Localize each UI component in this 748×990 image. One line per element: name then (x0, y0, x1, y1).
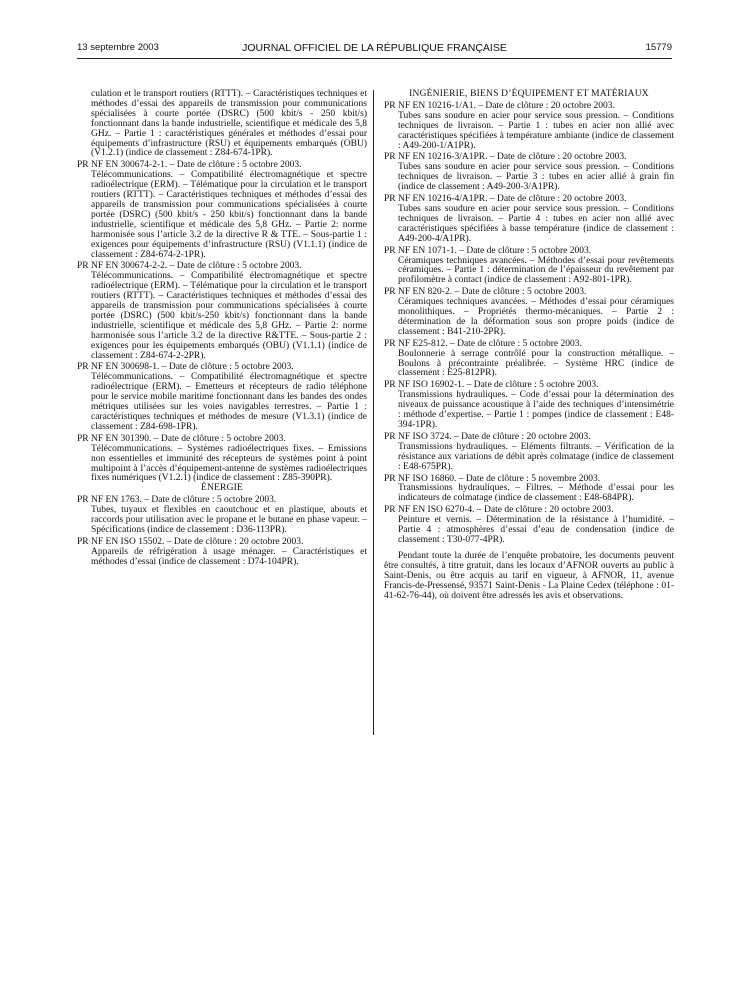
entry-description: Transmissions hydrauliques. – Eléments filtrants. – Vérification de la résistance aux variations de débit après colmatage (indice de classement : E48-675PR). (398, 441, 674, 472)
entry-description: Céramiques techniques avancées. – Méthodes d’essai pour céramiques monolithiques. – Propriétés thermo-mécaniques. – Partie 2 : détermination de la déformation sous son propre poids (indice de classement : B41-210-2PR). (398, 297, 674, 337)
entry-reference: PR NF EN 300674-2-1. – Date de clôture : 5 octobre 2003. (77, 160, 302, 171)
journal-title: JOURNAL OFFICIEL DE LA RÉPUBLIQUE FRANÇAISE (242, 42, 507, 54)
entry-description: Transmissions hydrauliques. – Code d’essai pour la détermination des niveaux de puissance acoustique à l’aide des techniques d’intensimétrie : méthode d’expertise. – Partie 1 : pompes (indice de classement : E48-394-1PR). (398, 390, 674, 430)
entry-description: Télécommunications. – Compatibilité électromagnétique et spectre radioélectrique (ERM). – Emetteurs et récepteurs de radio téléphone pour le service mobile maritime fonctionnant dans les bandes des ondes métriques utilisées sur les voies navigables terrestres. – Partie 1 : caractéristiques techniques et méthodes de mesure (V1.3.1) (indice de classement : Z84-698-1PR). (91, 372, 367, 432)
entry-reference: PR NF EN 300698-1. – Date de clôture : 5 octobre 2003. (77, 362, 294, 373)
standard-entry (384, 102, 674, 152)
column-divider (373, 90, 374, 735)
standard-entry (77, 161, 367, 260)
entry-reference: PR NF EN 300674-2-2. – Date de clôture : 5 octobre 2003. (77, 261, 302, 272)
entry-reference: PR NF EN 10216-3/A1PR. – Date de clôture : 20 octobre 2003. (384, 152, 627, 163)
standard-entry (384, 195, 674, 245)
standard-entry (384, 433, 674, 473)
entry-description: Tubes sans soudure en acier pour service sous pression. – Conditions techniques de livraison. – Partie 1 : tubes en acier non allié avec caractéristiques spécifiées à température ambiante (indice de classement : A49-200-1/A1PR). (398, 110, 674, 151)
entry-description: Télécommunications. – Compatibilité électromagnétique et spectre radioélectrique (ERM). – Télématique pour la circulation et le transport routiers (RTTT). – Caractéristiques techniques et méthodes d’essai des appareils de transmission pour communications spécialisées à courte portée (DSRC) (500 kbit/s-250 kbit/s) fonctionnant dans la bande industrielle, scientifique et médicale des 5,8 GHz. – Partie 2: norme harmonisée sous l’article 3.2 de la directive R&TTE. – Sous-partie 2 : exigences pour les équipements embarqués (OBU) (V1.1.1) (indice de classement : Z84-674-2-2PR). (91, 271, 367, 361)
entry-reference: PR NF ISO 16902-1. – Date de clôture : 5 octobre 2003. (384, 380, 599, 391)
entry-description: Tubes sans soudure en acier pour service sous pression. – Conditions techniques de livraison. – Partie 4 : tubes en acier non allié avec caractéristiques spécifiées à basse température (indice de classement : A49-200-4/A1PR). (398, 203, 674, 244)
closing-paragraph: Pendant toute la durée de l’enquête probatoire, les documents peuvent être consultés, à titre gratuit, dans les locaux d’AFNOR ouverts au public à Saint-Denis, ou être acquis au tarif en vigueur, à AFNOR, 11, avenue Francis-de-Pressensé, 93571 Saint-Denis - La Plaine Cedex (téléphone : 01-41-62-76-44), où doivent être adressés les avis et observations. (384, 550, 674, 601)
standard-entry (384, 340, 674, 380)
standard-entry (77, 363, 367, 432)
entry-description: Boulonnerie à serrage contrôlé pour la construction métallique. – Boulons à précontrainte préalibrée. – Système HRC (indice de classement : E25-812PR). (398, 348, 674, 379)
left-column (77, 90, 367, 568)
standard-entry (384, 247, 674, 287)
standard-entry (77, 538, 367, 568)
right-column (384, 90, 674, 601)
entry-reference: PR NF EN 1763. – Date de clôture : 5 octobre 2003. (77, 495, 277, 506)
section-title-ingenierie: INGÉNIERIE, BIENS D’ÉQUIPEMENT ET MATÉRIAUX (409, 89, 649, 99)
page-header (77, 42, 672, 56)
entry-reference: PR NF E25-812. – Date de clôture : 5 octobre 2003. (384, 338, 582, 349)
header-rule (77, 58, 672, 59)
standard-entry (77, 435, 367, 485)
standard-entry (384, 288, 674, 338)
entry-reference: PR NF EN 820-2. – Date de clôture : 5 octobre 2003. (384, 287, 587, 298)
entry-reference: PR NF EN 10216-4/A1PR. – Date de clôture : 20 octobre 2003. (384, 194, 627, 205)
entry-reference: PR NF EN 1071-1. – Date de clôture : 5 octobre 2003. (384, 245, 592, 256)
entry-description: Tubes, tuyaux et flexibles en caoutchouc et en plastique, abouts et raccords pour utilisation avec le propane et le butane en phase vapeur. – Spécifications (indice de classement : D36-113PR). (91, 505, 367, 535)
entry-reference: PR NF ISO 3724. – Date de clôture : 20 octobre 2003. (384, 431, 591, 442)
entry-description: Appareils de réfrigération à usage ménager. – Caractéristiques et méthodes d’essai (indice de classement : D74-104PR). (91, 546, 367, 567)
standard-entry (77, 262, 367, 361)
entry-reference: PR NF EN ISO 15502. – Date de clôture : 20 octobre 2003. (77, 536, 304, 547)
entry-description: Peinture et vernis. – Détermination de la résistance à l’humidité. – Partie 4 : atmosphères d’essai d’eau de condensation (indice de classement : T30-077-4PR). (398, 515, 674, 545)
page-number: 15779 (645, 42, 672, 53)
section-title-energie: ÉNERGIE (200, 483, 244, 494)
header-date: 13 septembre 2003 (77, 42, 159, 53)
standard-entry (384, 381, 674, 431)
entry-description: Céramiques techniques avancées. – Méthodes d’essai pour revêtements céramiques. – Partie 1 : détermination de l’épaisseur du revêtement par profilomètre à contact (indice de classement : A92-801-1PR). (398, 255, 674, 286)
standard-entry (384, 506, 674, 546)
entry-description: Tubes sans soudure en acier pour service sous pression. – Conditions techniques de livraison. – Partie 3 : tubes en acier allié à grain fin (indice de classement : A49-200-3/A1PR). (398, 162, 674, 193)
entry-reference: PR NF EN ISO 6270-4. – Date de clôture : 20 octobre 2003. (384, 505, 614, 516)
entry-description: Télécommunications. – Compatibilité électromagnétique et spectre radioélectrique (ERM). – Télématique pour la circulation et le transport routiers (RTTT). – Caractéristiques techniques et méthodes d’essai des appareils de transmission pour communications spécialisées à courte portée (DSRC) (500 kbit/s - 250 kbit/s) fonctionnant dans la bande industrielle, scientifique et médicale des 5,8 GHz. – Partie 2: norme harmonisée sous l’article 3.2 de la directive R & TTE. – Sous-partie 1 : exigences pour équipements d’infrastructure (RSU) (V1.1.1) (indice de classement : Z84-674-2-1PR). (91, 170, 367, 260)
standard-entry (77, 496, 367, 536)
standard-entry (384, 475, 674, 505)
entry-reference: PR NF EN 301390. – Date de clôture : 5 octobre 2003. (77, 433, 286, 444)
standard-entry (384, 153, 674, 193)
entry-reference: PR NF EN 10216-1/A1. – Date de clôture : 20 octobre 2003. (384, 100, 615, 111)
entry-reference: PR NF ISO 16860. – Date de clôture : 5 novembre 2003. (384, 473, 601, 484)
entry-description: Transmissions hydrauliques. – Filtres. – Méthode d’essai pour les indicateurs de colmatage (indice de classement : E48-684PR). (398, 483, 674, 504)
entry-description: Télécommunications. – Systèmes radioélectriques fixes. – Emissions non essentielles et immunité des récepteurs de systèmes point à point multipoint à l’accès d’équipement-antenne de systèmes radioélectriques fixes numériques (V1.2.1) (indice de classement : Z85-390PR). (91, 443, 367, 484)
continuation-text: culation et le transport routiers (RTTT). – Caractéristiques techniques et méthodes d’essai des appareils de transmission pour communications spécialisées à courte portée (DSRC) (500 kbit/s - 250 kbit/s) fonctionnant dans la bande industrielle, scientifique et médicale des 5,8 GHz. – Partie 1 : caractéristiques générales et méthodes d’essai pour équipements d’infrastructure (RSU) et équipements embarqués (OBU) (V1.2.1) (indice de classement : Z84-674-1PR). (91, 89, 367, 159)
